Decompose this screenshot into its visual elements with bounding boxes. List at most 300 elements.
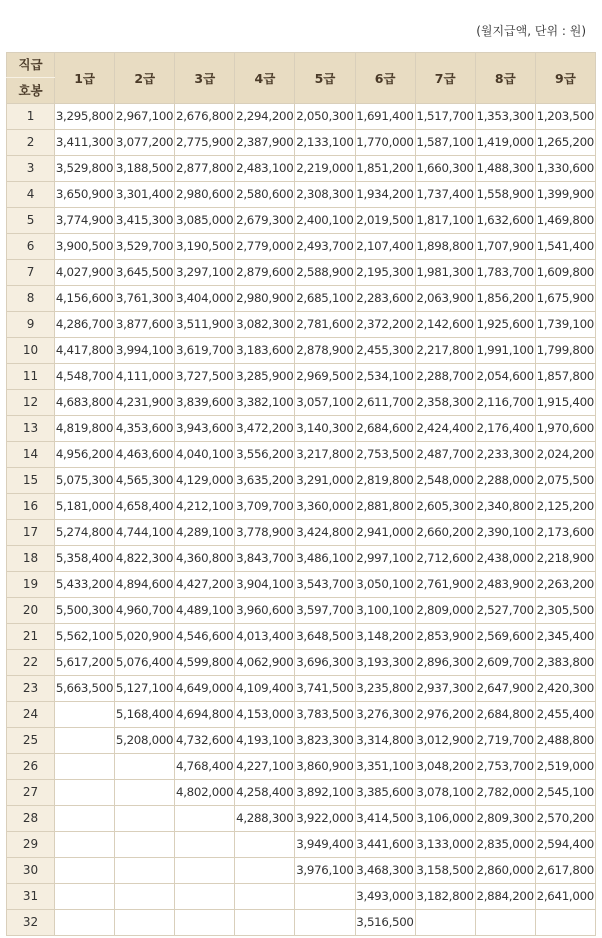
header-corner-step: 호봉 — [7, 78, 55, 104]
salary-cell: 3,761,300 — [115, 286, 175, 312]
step-cell: 3 — [7, 156, 55, 182]
salary-cell: 3,424,800 — [295, 520, 355, 546]
salary-cell — [55, 780, 115, 806]
salary-cell: 2,809,000 — [415, 598, 475, 624]
salary-cell: 3,415,300 — [115, 208, 175, 234]
salary-cell: 1,419,000 — [475, 130, 535, 156]
salary-cell: 3,648,500 — [295, 624, 355, 650]
salary-cell: 3,183,600 — [235, 338, 295, 364]
step-cell: 4 — [7, 182, 55, 208]
salary-cell: 2,519,000 — [535, 754, 595, 780]
salary-table — [6, 52, 596, 936]
table-row — [7, 572, 596, 598]
header-grade-5: 5급 — [295, 53, 355, 104]
salary-cell: 3,900,500 — [55, 234, 115, 260]
table-row — [7, 598, 596, 624]
salary-cell: 2,527,700 — [475, 598, 535, 624]
salary-cell: 4,548,700 — [55, 364, 115, 390]
salary-cell: 5,358,400 — [55, 546, 115, 572]
step-cell: 13 — [7, 416, 55, 442]
table-row — [7, 780, 596, 806]
salary-cell: 2,288,000 — [475, 468, 535, 494]
salary-cell: 3,994,100 — [115, 338, 175, 364]
step-cell: 1 — [7, 104, 55, 130]
salary-cell: 3,922,000 — [295, 806, 355, 832]
salary-cell: 1,817,100 — [415, 208, 475, 234]
salary-cell: 3,493,000 — [355, 884, 415, 910]
salary-cell: 2,781,600 — [295, 312, 355, 338]
salary-cell: 2,779,000 — [235, 234, 295, 260]
salary-cell: 3,976,100 — [295, 858, 355, 884]
salary-cell: 3,285,900 — [235, 364, 295, 390]
salary-cell: 2,896,300 — [415, 650, 475, 676]
salary-cell: 4,546,600 — [175, 624, 235, 650]
salary-cell — [535, 910, 595, 936]
salary-cell: 1,799,800 — [535, 338, 595, 364]
salary-cell: 4,649,000 — [175, 676, 235, 702]
header-grade-6: 6급 — [355, 53, 415, 104]
step-cell: 21 — [7, 624, 55, 650]
salary-cell: 1,660,300 — [415, 156, 475, 182]
table-row — [7, 910, 596, 936]
salary-cell: 3,949,400 — [295, 832, 355, 858]
salary-cell — [115, 754, 175, 780]
salary-cell: 2,493,700 — [295, 234, 355, 260]
salary-cell: 2,358,300 — [415, 390, 475, 416]
salary-cell: 5,562,100 — [55, 624, 115, 650]
salary-cell: 2,387,900 — [235, 130, 295, 156]
salary-cell: 1,857,800 — [535, 364, 595, 390]
salary-cell: 3,635,200 — [235, 468, 295, 494]
salary-cell: 1,399,900 — [535, 182, 595, 208]
step-cell: 7 — [7, 260, 55, 286]
salary-cell — [295, 910, 355, 936]
salary-cell: 3,823,300 — [295, 728, 355, 754]
salary-cell: 2,609,700 — [475, 650, 535, 676]
salary-cell: 3,385,600 — [355, 780, 415, 806]
salary-cell: 1,770,000 — [355, 130, 415, 156]
step-cell: 25 — [7, 728, 55, 754]
table-row — [7, 494, 596, 520]
salary-cell — [115, 858, 175, 884]
salary-cell: 5,168,400 — [115, 702, 175, 728]
salary-cell: 2,455,300 — [355, 338, 415, 364]
step-cell: 10 — [7, 338, 55, 364]
salary-cell: 4,683,800 — [55, 390, 115, 416]
table-row — [7, 416, 596, 442]
salary-cell: 3,077,200 — [115, 130, 175, 156]
salary-cell: 4,286,700 — [55, 312, 115, 338]
salary-cell: 2,173,600 — [535, 520, 595, 546]
salary-cell: 2,308,300 — [295, 182, 355, 208]
salary-cell: 2,487,700 — [415, 442, 475, 468]
salary-cell: 1,558,900 — [475, 182, 535, 208]
salary-cell: 3,351,100 — [355, 754, 415, 780]
salary-cell: 2,761,900 — [415, 572, 475, 598]
table-row — [7, 156, 596, 182]
salary-cell: 2,340,800 — [475, 494, 535, 520]
salary-cell: 2,835,000 — [475, 832, 535, 858]
salary-cell: 2,809,300 — [475, 806, 535, 832]
salary-cell: 3,133,000 — [415, 832, 475, 858]
unit-note: (월지급액, 단위 : 원) — [476, 24, 586, 38]
salary-cell: 2,753,500 — [355, 442, 415, 468]
salary-cell: 3,382,100 — [235, 390, 295, 416]
salary-cell: 2,753,700 — [475, 754, 535, 780]
salary-cell: 3,597,700 — [295, 598, 355, 624]
salary-cell: 2,176,400 — [475, 416, 535, 442]
salary-cell: 4,129,000 — [175, 468, 235, 494]
salary-cell — [55, 884, 115, 910]
table-row — [7, 676, 596, 702]
salary-cell: 2,075,500 — [535, 468, 595, 494]
step-cell: 22 — [7, 650, 55, 676]
salary-cell: 3,217,800 — [295, 442, 355, 468]
salary-cell: 3,158,500 — [415, 858, 475, 884]
step-cell: 8 — [7, 286, 55, 312]
salary-cell — [295, 884, 355, 910]
step-cell: 23 — [7, 676, 55, 702]
salary-cell — [115, 780, 175, 806]
salary-cell: 2,294,200 — [235, 104, 295, 130]
salary-cell — [115, 832, 175, 858]
salary-cell — [115, 910, 175, 936]
salary-cell — [235, 858, 295, 884]
salary-cell: 1,587,100 — [415, 130, 475, 156]
salary-cell: 2,980,900 — [235, 286, 295, 312]
header-grade-3: 3급 — [175, 53, 235, 104]
salary-cell: 2,647,900 — [475, 676, 535, 702]
salary-cell: 5,274,800 — [55, 520, 115, 546]
salary-cell: 3,696,300 — [295, 650, 355, 676]
table-row — [7, 312, 596, 338]
salary-cell: 5,208,000 — [115, 728, 175, 754]
salary-cell: 3,140,300 — [295, 416, 355, 442]
step-cell: 6 — [7, 234, 55, 260]
salary-cell: 3,057,100 — [295, 390, 355, 416]
salary-cell: 2,877,800 — [175, 156, 235, 182]
step-cell: 29 — [7, 832, 55, 858]
salary-cell: 2,570,200 — [535, 806, 595, 832]
header-corner-grade: 직급 — [7, 53, 55, 78]
salary-cell: 3,892,100 — [295, 780, 355, 806]
salary-cell: 2,879,600 — [235, 260, 295, 286]
salary-cell: 2,617,800 — [535, 858, 595, 884]
salary-cell: 4,463,600 — [115, 442, 175, 468]
salary-cell: 3,774,900 — [55, 208, 115, 234]
salary-cell: 3,778,900 — [235, 520, 295, 546]
step-cell: 12 — [7, 390, 55, 416]
salary-cell: 2,860,000 — [475, 858, 535, 884]
table-row — [7, 728, 596, 754]
salary-cell: 2,878,900 — [295, 338, 355, 364]
table-row — [7, 468, 596, 494]
salary-cell: 3,511,900 — [175, 312, 235, 338]
salary-cell — [415, 910, 475, 936]
salary-cell: 5,181,000 — [55, 494, 115, 520]
table-row — [7, 624, 596, 650]
salary-cell: 2,719,700 — [475, 728, 535, 754]
salary-cell — [55, 858, 115, 884]
salary-cell: 2,937,300 — [415, 676, 475, 702]
header-grade-2: 2급 — [115, 53, 175, 104]
salary-cell: 1,925,600 — [475, 312, 535, 338]
salary-cell: 2,548,000 — [415, 468, 475, 494]
salary-cell: 2,941,000 — [355, 520, 415, 546]
salary-cell — [235, 884, 295, 910]
salary-cell — [55, 910, 115, 936]
salary-cell: 4,288,300 — [235, 806, 295, 832]
step-cell: 24 — [7, 702, 55, 728]
salary-cell: 3,943,600 — [175, 416, 235, 442]
salary-cell — [115, 806, 175, 832]
salary-cell — [175, 806, 235, 832]
salary-cell: 4,599,800 — [175, 650, 235, 676]
salary-cell: 2,997,100 — [355, 546, 415, 572]
salary-cell: 3,085,000 — [175, 208, 235, 234]
salary-cell: 2,685,100 — [295, 286, 355, 312]
step-cell: 27 — [7, 780, 55, 806]
salary-cell: 2,063,900 — [415, 286, 475, 312]
salary-cell: 3,529,700 — [115, 234, 175, 260]
step-cell: 9 — [7, 312, 55, 338]
salary-cell: 2,024,200 — [535, 442, 595, 468]
salary-cell: 1,488,300 — [475, 156, 535, 182]
salary-cell: 4,956,200 — [55, 442, 115, 468]
salary-cell: 2,641,000 — [535, 884, 595, 910]
salary-cell: 2,483,100 — [235, 156, 295, 182]
salary-cell: 1,737,400 — [415, 182, 475, 208]
salary-cell: 4,062,900 — [235, 650, 295, 676]
salary-cell: 4,156,600 — [55, 286, 115, 312]
salary-cell: 1,691,400 — [355, 104, 415, 130]
salary-cell: 3,556,200 — [235, 442, 295, 468]
salary-cell: 2,424,400 — [415, 416, 475, 442]
salary-cell: 2,782,000 — [475, 780, 535, 806]
salary-cell: 2,233,300 — [475, 442, 535, 468]
salary-cell — [55, 702, 115, 728]
table-row — [7, 702, 596, 728]
salary-cell: 5,500,300 — [55, 598, 115, 624]
salary-cell — [55, 728, 115, 754]
salary-cell: 1,707,900 — [475, 234, 535, 260]
salary-cell: 1,739,100 — [535, 312, 595, 338]
salary-cell: 4,111,000 — [115, 364, 175, 390]
salary-cell: 1,898,800 — [415, 234, 475, 260]
salary-cell: 4,227,100 — [235, 754, 295, 780]
salary-cell: 3,360,000 — [295, 494, 355, 520]
header-grade-4: 4급 — [235, 53, 295, 104]
salary-cell: 2,660,200 — [415, 520, 475, 546]
salary-cell: 2,390,100 — [475, 520, 535, 546]
step-cell: 16 — [7, 494, 55, 520]
table-row — [7, 546, 596, 572]
table-row — [7, 364, 596, 390]
salary-cell: 2,588,900 — [295, 260, 355, 286]
salary-cell — [475, 910, 535, 936]
step-cell: 32 — [7, 910, 55, 936]
table-row — [7, 104, 596, 130]
salary-cell: 1,981,300 — [415, 260, 475, 286]
salary-cell: 1,517,700 — [415, 104, 475, 130]
salary-cell: 3,193,300 — [355, 650, 415, 676]
salary-cell: 2,980,600 — [175, 182, 235, 208]
salary-cell: 2,679,300 — [235, 208, 295, 234]
salary-cell: 3,472,200 — [235, 416, 295, 442]
table-row — [7, 520, 596, 546]
step-cell: 11 — [7, 364, 55, 390]
salary-cell: 4,193,100 — [235, 728, 295, 754]
salary-cell: 3,082,300 — [235, 312, 295, 338]
salary-cell: 4,565,300 — [115, 468, 175, 494]
salary-cell: 4,658,400 — [115, 494, 175, 520]
table-row — [7, 884, 596, 910]
salary-cell: 4,040,100 — [175, 442, 235, 468]
header-grade-9: 9급 — [535, 53, 595, 104]
salary-cell: 2,218,900 — [535, 546, 595, 572]
salary-cell: 1,856,200 — [475, 286, 535, 312]
salary-cell: 3,877,600 — [115, 312, 175, 338]
salary-cell: 2,483,900 — [475, 572, 535, 598]
salary-cell: 3,291,000 — [295, 468, 355, 494]
salary-cell: 4,289,100 — [175, 520, 235, 546]
salary-cell: 2,345,400 — [535, 624, 595, 650]
table-row — [7, 208, 596, 234]
salary-cell: 3,106,000 — [415, 806, 475, 832]
salary-cell: 1,675,900 — [535, 286, 595, 312]
salary-cell: 3,048,200 — [415, 754, 475, 780]
salary-cell: 1,353,300 — [475, 104, 535, 130]
salary-cell: 4,231,900 — [115, 390, 175, 416]
salary-cell: 1,265,200 — [535, 130, 595, 156]
salary-cell: 2,775,900 — [175, 130, 235, 156]
salary-cell: 3,904,100 — [235, 572, 295, 598]
header-grade-1: 1급 — [55, 53, 115, 104]
step-cell: 2 — [7, 130, 55, 156]
salary-cell: 4,694,800 — [175, 702, 235, 728]
step-cell: 14 — [7, 442, 55, 468]
salary-cell: 3,276,300 — [355, 702, 415, 728]
step-cell: 28 — [7, 806, 55, 832]
salary-cell: 4,732,600 — [175, 728, 235, 754]
salary-cell: 3,709,700 — [235, 494, 295, 520]
salary-cell: 3,297,100 — [175, 260, 235, 286]
salary-cell: 3,741,500 — [295, 676, 355, 702]
table-row — [7, 182, 596, 208]
salary-cell: 4,960,700 — [115, 598, 175, 624]
salary-cell — [175, 858, 235, 884]
salary-cell: 1,851,200 — [355, 156, 415, 182]
salary-cell: 4,822,300 — [115, 546, 175, 572]
salary-cell: 2,050,300 — [295, 104, 355, 130]
salary-cell: 2,019,500 — [355, 208, 415, 234]
salary-cell: 5,127,100 — [115, 676, 175, 702]
table-row — [7, 260, 596, 286]
salary-cell: 1,934,200 — [355, 182, 415, 208]
salary-cell: 2,534,100 — [355, 364, 415, 390]
salary-cell: 3,727,500 — [175, 364, 235, 390]
salary-cell: 3,148,200 — [355, 624, 415, 650]
salary-cell: 3,078,100 — [415, 780, 475, 806]
salary-cell: 3,050,100 — [355, 572, 415, 598]
salary-cell: 3,301,400 — [115, 182, 175, 208]
salary-cell: 2,107,400 — [355, 234, 415, 260]
salary-cell: 3,516,500 — [355, 910, 415, 936]
salary-cell: 4,894,600 — [115, 572, 175, 598]
table-row — [7, 234, 596, 260]
salary-cell: 2,976,200 — [415, 702, 475, 728]
salary-cell: 2,605,300 — [415, 494, 475, 520]
salary-cell: 3,960,600 — [235, 598, 295, 624]
step-cell: 17 — [7, 520, 55, 546]
salary-cell: 3,860,900 — [295, 754, 355, 780]
salary-cell: 2,438,000 — [475, 546, 535, 572]
salary-cell: 2,488,800 — [535, 728, 595, 754]
salary-cell: 3,295,800 — [55, 104, 115, 130]
table-row — [7, 442, 596, 468]
salary-cell: 5,433,200 — [55, 572, 115, 598]
salary-cell: 4,027,900 — [55, 260, 115, 286]
step-cell: 15 — [7, 468, 55, 494]
salary-cell: 3,543,700 — [295, 572, 355, 598]
salary-cell: 4,802,000 — [175, 780, 235, 806]
salary-cell: 5,617,200 — [55, 650, 115, 676]
step-cell: 30 — [7, 858, 55, 884]
salary-cell: 1,970,600 — [535, 416, 595, 442]
salary-cell: 1,991,100 — [475, 338, 535, 364]
salary-cell: 2,133,100 — [295, 130, 355, 156]
salary-cell: 3,645,500 — [115, 260, 175, 286]
salary-cell: 5,075,300 — [55, 468, 115, 494]
salary-cell: 3,783,500 — [295, 702, 355, 728]
salary-cell: 3,190,500 — [175, 234, 235, 260]
salary-cell: 3,441,600 — [355, 832, 415, 858]
salary-cell: 5,076,400 — [115, 650, 175, 676]
salary-cell: 5,020,900 — [115, 624, 175, 650]
salary-cell: 2,383,800 — [535, 650, 595, 676]
header-grade-8: 8급 — [475, 53, 535, 104]
salary-cell: 1,915,400 — [535, 390, 595, 416]
salary-cell: 3,839,600 — [175, 390, 235, 416]
salary-cell: 2,420,300 — [535, 676, 595, 702]
salary-cell: 2,219,000 — [295, 156, 355, 182]
salary-cell: 4,153,000 — [235, 702, 295, 728]
salary-cell: 3,468,300 — [355, 858, 415, 884]
salary-cell: 4,768,400 — [175, 754, 235, 780]
salary-cell: 2,116,700 — [475, 390, 535, 416]
salary-cell: 4,819,800 — [55, 416, 115, 442]
salary-cell: 3,414,500 — [355, 806, 415, 832]
salary-cell: 2,594,400 — [535, 832, 595, 858]
salary-cell — [55, 754, 115, 780]
salary-table-body — [7, 104, 596, 936]
salary-cell: 3,411,300 — [55, 130, 115, 156]
salary-cell: 2,142,600 — [415, 312, 475, 338]
salary-cell: 3,235,800 — [355, 676, 415, 702]
salary-cell: 2,125,200 — [535, 494, 595, 520]
salary-cell: 2,195,300 — [355, 260, 415, 286]
salary-cell: 1,469,800 — [535, 208, 595, 234]
salary-cell: 2,712,600 — [415, 546, 475, 572]
salary-cell: 4,258,400 — [235, 780, 295, 806]
salary-cell: 2,676,800 — [175, 104, 235, 130]
salary-cell: 4,744,100 — [115, 520, 175, 546]
salary-cell: 3,486,100 — [295, 546, 355, 572]
salary-cell: 1,783,700 — [475, 260, 535, 286]
salary-cell — [175, 832, 235, 858]
salary-cell: 2,569,600 — [475, 624, 535, 650]
step-cell: 20 — [7, 598, 55, 624]
